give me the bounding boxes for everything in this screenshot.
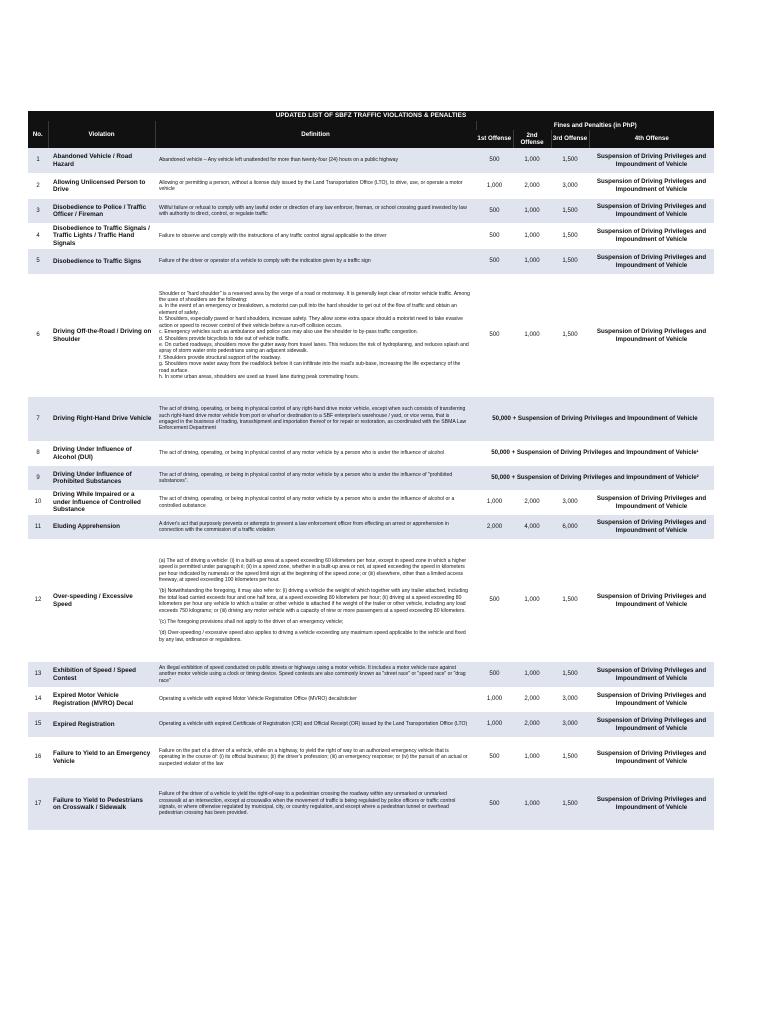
- row-number: 11: [28, 515, 48, 539]
- third-offense-fine: 1,500: [551, 539, 589, 662]
- table-row: [28, 712, 714, 737]
- violation-definition: [155, 712, 476, 737]
- definition-paragraph: Allowing or permitting a person, without a license duly issued by the Land Transportation Office (LTO), to drive, use, or operate a motor vehicle: [159, 179, 463, 192]
- violation-name: Expired Registration: [48, 712, 155, 737]
- row-number: 3: [28, 199, 48, 223]
- definition-line: c. Emergency vehicles such as ambulance and police cars may also use the shoulder to by-pass traffic congestion.: [159, 329, 418, 336]
- violation-name: Abandoned Vehicle / Road Hazard: [48, 148, 155, 173]
- table-row: [28, 199, 714, 223]
- third-offense-fine: 1,500: [551, 274, 589, 397]
- first-offense-fine: 500: [476, 199, 513, 223]
- second-offense-fine: 1,000: [513, 662, 551, 687]
- definition-line: e. On curbed roadways, shoulders move the gutter away from travel lanes. This reduces the risk of hydroplaning, and reduces splash and spray of storm water onto pedestrians using an adjacent sidewalk.: [159, 341, 469, 355]
- second-offense-fine: 1,000: [513, 199, 551, 223]
- fourth-offense-penalty: Suspension of Driving Privileges and Impoundment of Vehicle: [589, 173, 714, 199]
- definition-line: Shoulder or "hard shoulder" is a reserved area by the verge of a road or motorway. It is generally kept clear of motor vehicle traffic. Among the uses of shoulders are the following:: [159, 290, 470, 304]
- definition-line: g. Shoulders move water away from the roadblock before it can infiltrate into the road's sub-base, increasing the life expectancy of the road surface.: [159, 361, 461, 374]
- table-row: [28, 737, 714, 778]
- violation-definition: [155, 778, 476, 830]
- violation-name: Exhibition of Speed / Speed Contest: [48, 662, 155, 687]
- second-offense-fine: 4,000: [513, 515, 551, 539]
- violation-definition: [155, 199, 476, 223]
- violation-definition: [155, 539, 476, 662]
- table-row: [28, 249, 714, 274]
- first-offense-fine: 500: [476, 223, 513, 249]
- fourth-offense-penalty: Suspension of Driving Privileges and Impoundment of Vehicle: [589, 687, 714, 712]
- row-number: 8: [28, 441, 48, 466]
- third-offense-fine: 3,000: [551, 712, 589, 737]
- definition-line: d. Shoulders provide bicyclists to ride out of vehicle traffic.: [159, 335, 290, 342]
- row-number: 1: [28, 148, 48, 173]
- definition-paragraph: '(b) Notwithstanding the foregoing, it may also refer to: (i) driving a vehicle the weight of which together with any trailer attached, including the total load carried exceeds four and one half tons, at a speed exceeding 80 kilometers per hour; (ii) driving at a speed exceeding 80 kilometers per hour any vehicle to which a trailer or other vehicle is attached if he weight of the trailer or other vehicle, including any load exceeds 750 kilograms; or (iii) driving any motor vehicle with a capacity of nine or more passengers at a speed exceeding 80 kilometers.: [159, 588, 469, 614]
- definition-paragraph: The act of driving, operating, or being in physical control of any motor vehicle by a person who is under the influence of alcohol or a controlled substance: [159, 496, 455, 509]
- row-number: 9: [28, 466, 48, 490]
- fourth-offense-penalty: Suspension of Driving Privileges and Impoundment of Vehicle: [589, 148, 714, 173]
- first-offense-fine: 500: [476, 274, 513, 397]
- second-offense-fine: 1,000: [513, 274, 551, 397]
- definition-paragraph: The act of driving, operating, or being in physical control of any right-hand drive motor vehicle, except when such consists of transferring such right-hand drive motor vehicle from port or wharf or destination to a SBF enterprise's warehouse / yard, or vice versa, that is engaged in the business of trading, transshipment and importation thereof or for repair or restoration, as coordinated with the SBMA Law Enforcement Department: [159, 406, 467, 432]
- second-offense-fine: 2,000: [513, 490, 551, 515]
- third-offense-fine: 1,500: [551, 249, 589, 274]
- row-number: 14: [28, 687, 48, 712]
- second-offense-fine: 1,000: [513, 148, 551, 173]
- fourth-offense-penalty: Suspension of Driving Privileges and Impoundment of Vehicle: [589, 712, 714, 737]
- third-offense-fine: 1,500: [551, 778, 589, 830]
- row-number: 13: [28, 662, 48, 687]
- definition-paragraph: '(c) The foregoing provisions shall not apply to the driver of an emergency vehicle;: [159, 619, 344, 626]
- document-title: UPDATED LIST OF SBFZ TRAFFIC VIOLATIONS & PENALTIES: [28, 111, 714, 121]
- header-violation: Violation: [48, 121, 155, 148]
- definition-line: h. In some urban areas, shoulders are used as travel lane during peak commuting hours.: [159, 373, 360, 380]
- first-offense-fine: 500: [476, 778, 513, 830]
- first-offense-fine: 500: [476, 148, 513, 173]
- header-third-offense: 3rd Offense: [551, 130, 589, 148]
- header-second-offense: 2nd Offense: [513, 130, 551, 148]
- header-fines-group: Fines and Penalties (in PhP): [476, 121, 714, 130]
- table-row: [28, 397, 714, 441]
- first-offense-fine: 500: [476, 539, 513, 662]
- table-row: [28, 687, 714, 712]
- first-offense-fine: 1,000: [476, 712, 513, 737]
- violation-name: Over-speeding / Excessive Speed: [48, 539, 155, 662]
- violation-definition: [155, 441, 476, 466]
- merged-penalty: 50,000 + Suspension of Driving Privileges and Impoundment of Vehicle: [476, 397, 714, 441]
- header-first-offense: 1st Offense: [476, 130, 513, 148]
- violation-definition: [155, 397, 476, 441]
- definition-paragraph: (a) The act of driving a vehicle: (i) in a built-up area at a speed exceeding 60 kilometers per hour, except in speed zone in which a higher speed is permitted under paragraph ii; (ii) in a speed zone, whether in a built-up area or not, at speed exceeding the speed in kilometers per hour indicated by numerals or the speed limit sign at the beginning of the speed zone; or (iii) elsewhere, other than a limited access freeway, at speed exceeding 100 kilometers per hour.: [159, 557, 467, 583]
- first-offense-fine: 2,000: [476, 515, 513, 539]
- fourth-offense-penalty: Suspension of Driving Privileges and Impoundment of Vehicle: [589, 490, 714, 515]
- row-number: 4: [28, 223, 48, 249]
- violation-definition: [155, 148, 476, 173]
- violation-name: Driving Off-the-Road / Driving on Shoulder: [48, 274, 155, 397]
- definition-paragraph: Abandoned vehicle – Any vehicle left unattended for more than twenty-four (24) hours on a public highway: [159, 157, 398, 164]
- definition-paragraph: Willful failure or refusal to comply with any lawful order or direction of any law enforcer, fireman, or school crossing guard invested by law with authority to direct, control, or regulate traffic: [159, 204, 467, 217]
- header-fourth-offense: 4th Offense: [589, 130, 714, 148]
- definition-paragraph: Failure of the driver or operator of a vehicle to comply with the indication given by a traffic sign: [159, 258, 371, 265]
- row-number: 6: [28, 274, 48, 397]
- definition-line: b. Shoulders, especially paved or hard shoulders, increase safety. They allow some extra space should a motorist need to take evasive action or speed to recover control of their vehicle before a run-off collision occurs.: [159, 316, 463, 329]
- second-offense-fine: 2,000: [513, 173, 551, 199]
- row-number: 5: [28, 249, 48, 274]
- first-offense-fine: 500: [476, 737, 513, 778]
- definition-line: a. In the event of an emergency or breakdown, a motorist can pull into the hard shoulder to get out of the flow of traffic and obtain an element of safety.: [159, 303, 457, 316]
- merged-penalty: 50,000 + Suspension of Driving Privileges and Impoundment of Vehicle¹: [476, 441, 714, 466]
- fourth-offense-penalty: Suspension of Driving Privileges and Impoundment of Vehicle: [589, 515, 714, 539]
- violation-name: Expired Motor Vehicle Registration (MVRO) Decal: [48, 687, 155, 712]
- fourth-offense-penalty: Suspension of Driving Privileges and Impoundment of Vehicle: [589, 662, 714, 687]
- third-offense-fine: 1,500: [551, 223, 589, 249]
- violations-document: [28, 111, 714, 830]
- violation-definition: [155, 223, 476, 249]
- violation-definition: [155, 490, 476, 515]
- third-offense-fine: 1,500: [551, 148, 589, 173]
- row-number: 10: [28, 490, 48, 515]
- violation-definition: [155, 173, 476, 199]
- first-offense-fine: 500: [476, 662, 513, 687]
- fourth-offense-penalty: Suspension of Driving Privileges and Impoundment of Vehicle: [589, 539, 714, 662]
- table-row: [28, 466, 714, 490]
- violation-definition: [155, 515, 476, 539]
- definition-paragraph: Operating a vehicle with expired Certificate of Registration (CR) and Official Receipt (OR) issued by the Land Transportation Office (LTO): [159, 721, 468, 728]
- header-definition: Definition: [155, 121, 476, 148]
- violation-name: Driving Under Influence of Alcohol (DUI): [48, 441, 155, 466]
- table-row: [28, 539, 714, 662]
- table-row: [28, 223, 714, 249]
- second-offense-fine: 1,000: [513, 539, 551, 662]
- violation-definition: [155, 249, 476, 274]
- violation-name: Disobedience to Traffic Signals / Traffic Lights / Traffic Hand Signals: [48, 223, 155, 249]
- third-offense-fine: 1,500: [551, 737, 589, 778]
- third-offense-fine: 3,000: [551, 687, 589, 712]
- table-row: [28, 515, 714, 539]
- merged-penalty: 50,000 + Suspension of Driving Privileges and Impoundment of Vehicle²: [476, 466, 714, 490]
- definition-paragraph: Failure to observe and comply with the instructions of any traffic control signal applicable to the driver: [159, 232, 387, 239]
- row-number: 2: [28, 173, 48, 199]
- table-row: [28, 490, 714, 515]
- violation-definition: [155, 662, 476, 687]
- violation-name: Eluding Apprehension: [48, 515, 155, 539]
- row-number: 17: [28, 778, 48, 830]
- violation-definition: [155, 737, 476, 778]
- third-offense-fine: 3,000: [551, 173, 589, 199]
- violations-table: [28, 121, 714, 830]
- violation-name: Driving Under Influence of Prohibited Substances: [48, 466, 155, 490]
- second-offense-fine: 1,000: [513, 249, 551, 274]
- definition-paragraph: Failure on the part of a driver of a vehicle, while on a highway, to yield the right of way to an authorized emergency vehicle that is operating in the course of: (i) its official business; (ii) the driver's profession; (iii) an emergency response; or (iv) the pursuit of an actual or suspected violator of the law: [159, 747, 468, 767]
- row-number: 15: [28, 712, 48, 737]
- first-offense-fine: 500: [476, 249, 513, 274]
- row-number: 16: [28, 737, 48, 778]
- third-offense-fine: 3,000: [551, 490, 589, 515]
- violation-name: Failure to Yield to an Emergency Vehicle: [48, 737, 155, 778]
- fourth-offense-penalty: Suspension of Driving Privileges and Impoundment of Vehicle: [589, 249, 714, 274]
- violation-definition: [155, 466, 476, 490]
- second-offense-fine: 1,000: [513, 737, 551, 778]
- first-offense-fine: 1,000: [476, 490, 513, 515]
- definition-paragraph: Failure of the driver of a vehicle to yield the right-of-way to a pedestrian crossing the roadway within any unmarked or unmarked crosswalk at an intersection, except at crosswalks when the movement of traffic is being regulated by police officers or traffic control signals, or where otherwise regulated by municipal, city, or country regulation, and except where a pedestrian tunnel or overhead pedestrian crossing has been provided.: [159, 791, 456, 817]
- header-no: No.: [28, 121, 48, 148]
- first-offense-fine: 1,000: [476, 687, 513, 712]
- table-row: [28, 662, 714, 687]
- first-offense-fine: 1,000: [476, 173, 513, 199]
- fourth-offense-penalty: Suspension of Driving Privileges and Impoundment of Vehicle: [589, 737, 714, 778]
- table-row: [28, 148, 714, 173]
- definition-paragraph: The act of driving, operating, or being in physical control of any motor vehicle by a person who is under the influence of "prohibited substances".: [159, 471, 453, 484]
- row-number: 12: [28, 539, 48, 662]
- table-row: [28, 274, 714, 397]
- third-offense-fine: 1,500: [551, 199, 589, 223]
- definition-paragraph: The act of driving, operating, or being in physical control of any motor vehicle by a person who is under the influence of alcohol: [159, 450, 445, 457]
- second-offense-fine: 1,000: [513, 223, 551, 249]
- violation-name: Driving Right-Hand Drive Vehicle: [48, 397, 155, 441]
- violation-name: Disobedience to Police / Traffic Officer / Fireman: [48, 199, 155, 223]
- violation-name: Driving While Impaired or a under Influence of Controlled Substance: [48, 490, 155, 515]
- definition-paragraph: Operating a vehicle with expired Motor Vehicle Registration Office (MVRO) decal/sticker: [159, 696, 357, 703]
- definition-paragraph: An illegal exhibition of speed conducted on public streets or highways using a motor vehicle. It includes a motor vehicle race against another motor vehicle using a clock or timing device. Speed contests are also commonly known as "street race" or "speed race" or "drag race": [159, 664, 466, 684]
- table-row: [28, 173, 714, 199]
- definition-paragraph: A driver's act that purposely prevents or attempts to prevent a law enforcement officer from effecting an arrest or apprehension in connection with the commission of a traffic violation: [159, 520, 449, 533]
- fourth-offense-penalty: Suspension of Driving Privileges and Impoundment of Vehicle: [589, 199, 714, 223]
- second-offense-fine: 1,000: [513, 778, 551, 830]
- definition-line: f. Shoulders provide structural support of the roadway.: [159, 354, 281, 361]
- definition-paragraph: '(d) Over-speeding / excessive speed also applies to driving a vehicle exceeding any maximum speed applicable to the vehicle and fixed by any law, ordinance or regulations.: [159, 630, 466, 643]
- second-offense-fine: 2,000: [513, 687, 551, 712]
- third-offense-fine: 1,500: [551, 662, 589, 687]
- fourth-offense-penalty: Suspension of Driving Privileges and Impoundment of Vehicle: [589, 223, 714, 249]
- violation-definition: [155, 687, 476, 712]
- third-offense-fine: 6,000: [551, 515, 589, 539]
- second-offense-fine: 2,000: [513, 712, 551, 737]
- violation-name: Disobedience to Traffic Signs: [48, 249, 155, 274]
- table-row: [28, 778, 714, 830]
- violation-name: Allowing Unlicensed Person to Drive: [48, 173, 155, 199]
- table-row: [28, 441, 714, 466]
- fourth-offense-penalty: Suspension of Driving Privileges and Impoundment of Vehicle: [589, 274, 714, 397]
- fourth-offense-penalty: Suspension of Driving Privileges and Impoundment of Vehicle: [589, 778, 714, 830]
- violation-definition: [155, 274, 476, 397]
- row-number: 7: [28, 397, 48, 441]
- violation-name: Failure to Yield to Pedestrians on Crosswalk / Sidewalk: [48, 778, 155, 830]
